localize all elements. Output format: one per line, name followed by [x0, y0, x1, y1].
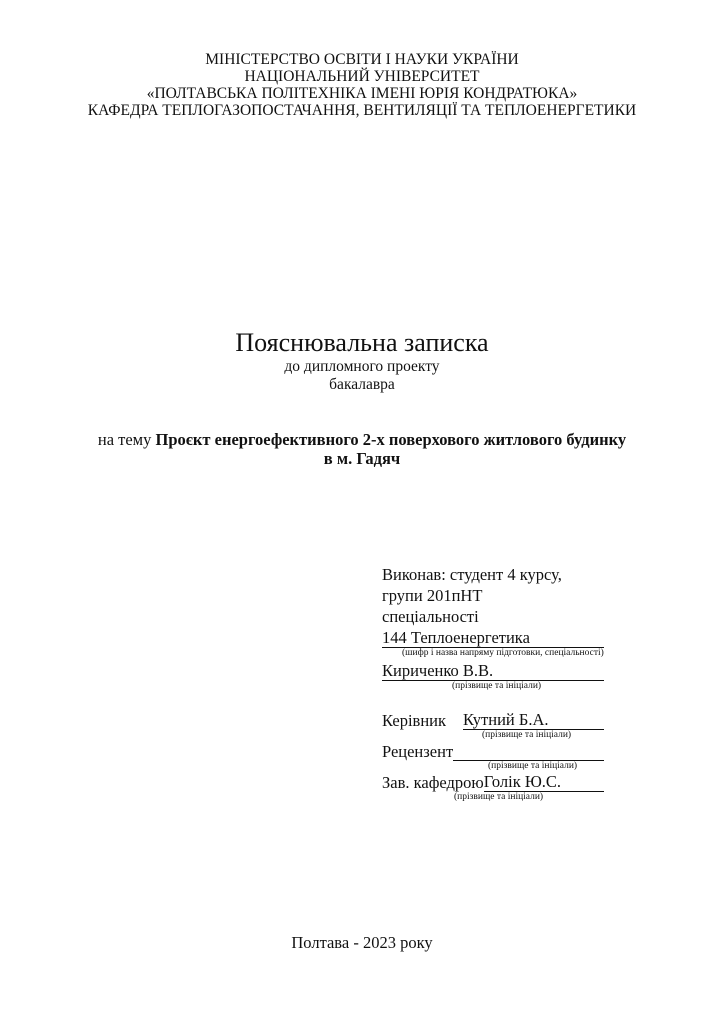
- author-course: Виконав: студент 4 курсу,: [382, 565, 562, 584]
- topic-prefix: на тему: [97, 430, 156, 449]
- specialty-label: спеціальності: [382, 607, 479, 626]
- reviewer-row: [382, 742, 604, 761]
- specialty-value: 144 Теплоенергетика: [382, 628, 604, 648]
- supervisor-row: [382, 710, 604, 730]
- department-line: КАФЕДРА ТЕПЛОГАЗОПОСТАЧАННЯ, ВЕНТИЛЯЦІЇ ТА ТЕПЛОЕНЕРГЕТИКИ: [87, 102, 637, 119]
- topic-line-2: [0, 449, 724, 468]
- topic-line: [0, 430, 724, 449]
- head-name: Голік Ю.С.: [484, 772, 604, 792]
- reviewer-label: Рецензент: [382, 742, 454, 761]
- author-group: групи 201пНТ: [382, 586, 483, 605]
- reviewer-caption: (прізвище та ініціали): [488, 761, 578, 771]
- topic-city: в м. Гадяч: [323, 449, 401, 468]
- supervisor-name: Кутний Б.А.: [463, 710, 604, 730]
- student-name: Кириченко В.В.: [382, 661, 604, 681]
- head-caption: (прізвище та ініціали): [454, 792, 544, 802]
- ministry-line: МІНІСТЕРСТВО ОСВІТИ І НАУКИ УКРАЇНИ: [205, 51, 519, 68]
- degree-level: бакалавра: [329, 376, 395, 393]
- university-name-line: «ПОЛТАВСЬКА ПОЛІТЕХНІКА ІМЕНІ ЮРІЯ КОНДРАТЮКА»: [146, 85, 578, 102]
- document-title: Пояснювальна записка: [235, 328, 489, 357]
- document-subtitle: до дипломного проекту: [284, 358, 440, 375]
- reviewer-name: [453, 744, 604, 761]
- university-line: НАЦІОНАЛЬНИЙ УНІВЕРСИТЕТ: [244, 68, 480, 85]
- student-caption: (прізвище та ініціали): [452, 681, 542, 691]
- supervisor-label: Керівник: [382, 711, 447, 730]
- topic-title: Проєкт енергоефективного 2-х поверхового житлового будинку: [155, 430, 627, 449]
- supervisor-caption: (прізвище та ініціали): [482, 730, 572, 740]
- specialty-caption: (шифр і назва напряму підготовки, спеціальності): [402, 648, 604, 658]
- city-year: Полтава - 2023 року: [291, 933, 433, 952]
- head-label: Зав. кафедрою: [382, 773, 484, 792]
- head-row: [382, 772, 604, 792]
- author-block: [382, 565, 604, 803]
